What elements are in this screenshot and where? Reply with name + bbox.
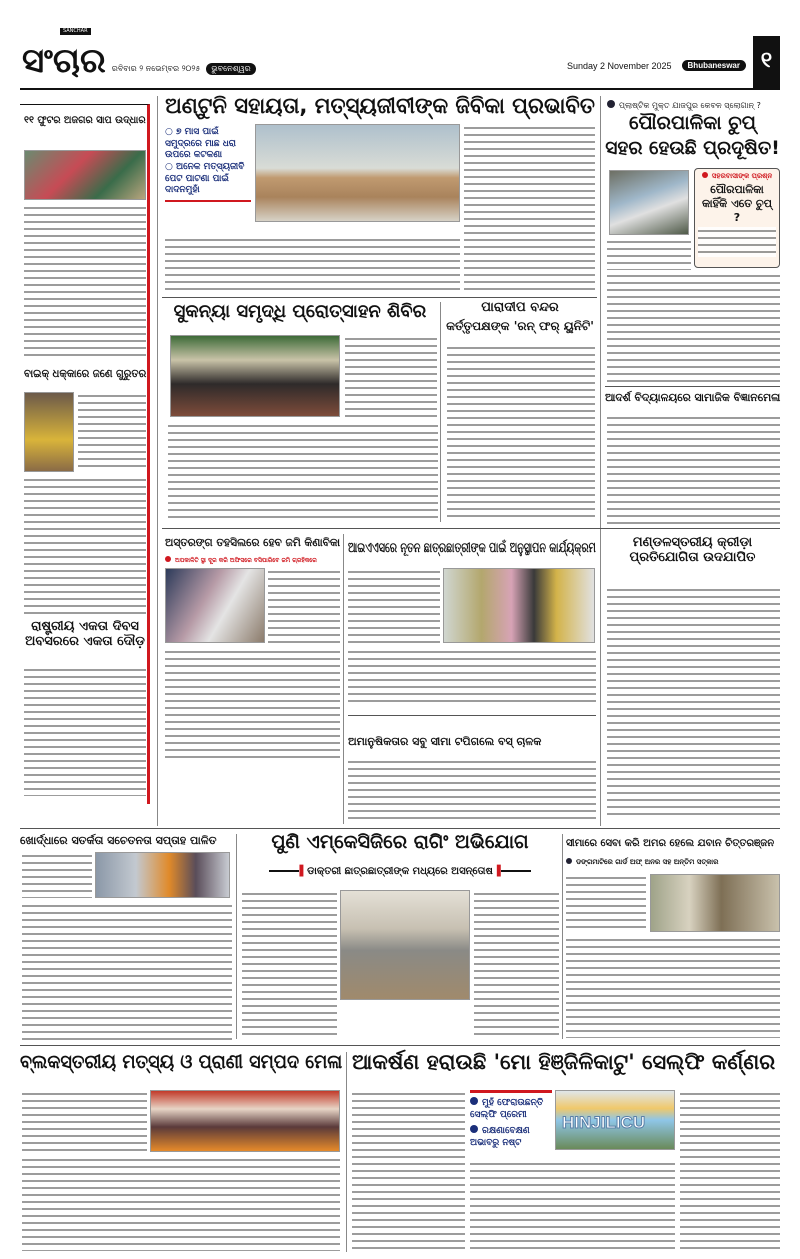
python-photo (24, 150, 146, 200)
sukanya-body-right (345, 335, 437, 417)
logo: ସଂଚାର (22, 41, 106, 81)
english-date: Sunday 2 November 2025 (566, 60, 672, 71)
column-divider (440, 302, 441, 522)
column-divider (236, 834, 237, 1039)
selfie-body-mid (470, 1160, 675, 1251)
lead-bullet: ○ ଅନେକ ମତ୍ସ୍ୟଜୀବି ପେଟ ପାଟଣା ପାଇଁ ଦାଦନମୁହାଁ (165, 162, 245, 196)
fair-headline: ବ୍ଲକସ୍ତରୀୟ ମତ୍ସ୍ୟ ଓ ପ୍ରାଣୀ ସମ୍ପଦ ମେଳା (20, 1051, 343, 1073)
plastic-headline-2: ସହର ହେଉଛି ପ୍ରଦୂଷିତ! (605, 137, 780, 159)
masthead (20, 28, 780, 88)
column-divider (346, 1052, 347, 1252)
unity-headline: ରାଷ୍ଟ୍ରୀୟ ଏକତା ଦିବସ ଅବସରରେ ଏକତା ଦୌଡ଼ (25, 619, 145, 649)
plastic-question-box (694, 168, 780, 268)
column-divider (157, 96, 158, 826)
land-body-right (268, 568, 340, 643)
lead-bullets (165, 127, 251, 202)
khordha-body (22, 902, 232, 1040)
box-kicker: ସହରବାସୀଙ୍କ ପ୍ରଶ୍ନ (698, 172, 776, 181)
plastic-headline-1: ପୌରପାଳିକା ଚୁପ୍ (629, 112, 756, 134)
selfie-bullets (470, 1090, 552, 1150)
plastic-photo (609, 170, 689, 235)
jawan-headline: ସୀମାରେ ସେବା କରି ଅମର ହେଲେ ଯବାନ ଚିତ୍ତରଞ୍ଜନ (566, 838, 775, 849)
odia-city: ଭୁବନେଶ୍ୱର (206, 63, 255, 75)
fair-photo (150, 1090, 340, 1152)
ragging-subhead: ▌ଡାକ୍ତରୀ ଛାତ୍ରଛାତ୍ରୀଙ୍କ ମଧ୍ୟରେ ଅସନ୍ତୋଷ▐ (245, 866, 555, 877)
selfie-body-right (680, 1090, 780, 1250)
odia-date: ରବିବାର ୨ ନଭେମ୍ବର ୨୦୨୫ (111, 64, 201, 73)
bus-headline: ଅମାନୁଷିକତାର ସବୁ ସୀମା ଟପିଗଲେ ବସ୍ ଚାଳକ (348, 735, 542, 748)
jawan-kicker: ଡଙ୍ଗମାଟିରେ ଗାର୍ଡ ଅଫ୍ ଅନର ସହ ଅନ୍ତିମ ସତ୍କାର (566, 858, 780, 867)
divider (20, 828, 780, 829)
ias-body-left (348, 568, 440, 643)
paradip-body (447, 344, 595, 520)
fair-body-left (22, 1090, 147, 1152)
sports-body (607, 586, 780, 816)
box-body (698, 227, 776, 257)
plastic-body (607, 238, 691, 270)
ias-body (348, 648, 596, 704)
land-kicker: ଅପକାଳିତି ସ୍ଥା ଦୂର କରି ଅଫିସରେ ବସିପାରିବେ ଜମି ଗ୍ରହିକରେ (165, 556, 340, 565)
city-badge: Bhubaneswar (682, 60, 746, 71)
khordha-headline: ଖୋର୍ଦ୍ଧାରେ ସତର୍କତା ସଚେତନତା ସପ୍ତାହ ପାଳିତ (20, 834, 217, 847)
lead-headline: ଅଣ୍ଟୁନି ସହାୟତା, ମତ୍ସ୍ୟଜୀବୀଙ୍କ ଜିବିକା ପ୍ରଭାବିତ (165, 94, 595, 119)
divider (20, 1045, 780, 1046)
plastic-kicker: ପ୍ଲାଷ୍ଟିକ ମୁକ୍ତ ଯାଜପୁର କେବଳ ସ୍ଲୋଗାନ୍ ? (607, 100, 780, 111)
ias-headline: ଆଇଏଏସରେ ନୂତନ ଛାତ୍ରଛାତ୍ରୀଙ୍କ ପାଇଁ ଅନୁସ୍ଥାପନ କାର୍ଯ୍ୟକ୍ରମ (348, 540, 596, 556)
lead-body-bottom (165, 236, 460, 292)
selfie-body-left (352, 1090, 465, 1250)
plastic-body-2 (607, 272, 780, 382)
bike-body (78, 392, 146, 472)
science-body (607, 414, 780, 524)
selfie-bullet: ମୁହଁ ଫେରାଉଛନ୍ତି ସେଲ୍ଫି ପ୍ରେମୀ (470, 1098, 544, 1120)
selfie-photo (555, 1090, 675, 1150)
jawan-body-left (566, 874, 646, 932)
column-divider (343, 534, 344, 824)
ragging-body-right (474, 890, 559, 1035)
selfie-headline: ଆକର୍ଷଣ ହରାଉଛି 'ମୋ ହିଞ୍ଜିଳିକାଟୁ' ସେଲ୍ଫି କର୍ଣ୍ଣର (352, 1050, 776, 1074)
bike-headline: ବାଇକ୍ ଧକ୍କାରେ ଜଣେ ଗୁରୁତର (24, 367, 147, 380)
sukanya-body (168, 422, 438, 520)
ragging-body-left (242, 890, 337, 1035)
bike-photo (24, 392, 74, 472)
divider (162, 297, 597, 298)
paradip-headline-2: କର୍ତ୍ତୃପକ୍ଷଙ୍କ 'ରନ୍ ଫର୍ ୟୁନିଟି' (446, 319, 594, 333)
unity-body (24, 666, 146, 796)
selfie-photo-letters: HINJILICU (562, 1113, 646, 1132)
logo-small: SANCHAR (60, 28, 91, 35)
masthead-rule (20, 88, 780, 90)
divider (348, 715, 596, 716)
khordha-body-left (22, 852, 92, 898)
bus-body (348, 758, 596, 821)
lead-photo (255, 124, 460, 222)
ragging-headline: ପୁଣି ଏମ୍କେସିଜିରେ ରାଗିଂ ଅଭିଯୋଗ (271, 831, 529, 853)
jawan-body (566, 936, 780, 1038)
sukanya-headline: ସୁକନ୍ୟା ସମୃଦ୍ଧି ପ୍ରୋତ୍ସାହନ ଶିବିର (173, 301, 427, 322)
bike-body-2 (24, 476, 146, 614)
page-number: ୧ (753, 36, 780, 88)
lead-bullet: ○ ୭ ମାସ ପାଇଁ ସମୁଦ୍ରରେ ମାଛ ଧରା ଉପରେ କଟକଣା (165, 127, 236, 161)
ragging-photo (340, 890, 470, 1000)
jawan-photo (650, 874, 780, 932)
selfie-bullet: ରକ୍ଷଣାବେକ୍ଷଣ ଅଭାବରୁ ନଷ୍ଟ (470, 1126, 530, 1149)
fair-body (22, 1156, 340, 1251)
ias-photo (443, 568, 595, 643)
column-divider (600, 96, 601, 826)
lead-body-right (464, 124, 595, 292)
column-divider (562, 834, 563, 1039)
sports-headline: ମଣ୍ଡଳସ୍ତରୀୟ କ୍ରୀଡ଼ା ପ୍ରତିଯୋଗିତା ଉଦଯାପିତ (629, 535, 756, 565)
masthead-right (567, 60, 746, 71)
land-headline: ଅସ୍ତରଙ୍ଗ ତହସିଲରେ ହେବ ଜମି କିଣାବିକା (165, 536, 341, 549)
python-headline: ୧୧ ଫୁଟର ଅଜଗର ସାପ ଉଦ୍ଧାର (24, 115, 146, 126)
khordha-photo (95, 852, 230, 898)
sukanya-photo (170, 335, 340, 417)
masthead-left (22, 38, 256, 84)
paradip-headline-1: ପାରାଦୀପ ବନ୍ଦର (481, 300, 559, 315)
science-headline: ଆଦର୍ଶ ବିଦ୍ୟାଳୟରେ ସାମାଜିକ ବିଜ୍ଞାନମେଳା (605, 391, 781, 404)
python-body (24, 204, 146, 360)
land-body (165, 648, 340, 760)
land-photo (165, 568, 265, 643)
divider (162, 528, 780, 529)
box-headline: ପୌରପାଳିକା କାହିଁକି ଏତେ ଚୁପ୍ ? (702, 183, 772, 224)
divider (605, 386, 780, 387)
